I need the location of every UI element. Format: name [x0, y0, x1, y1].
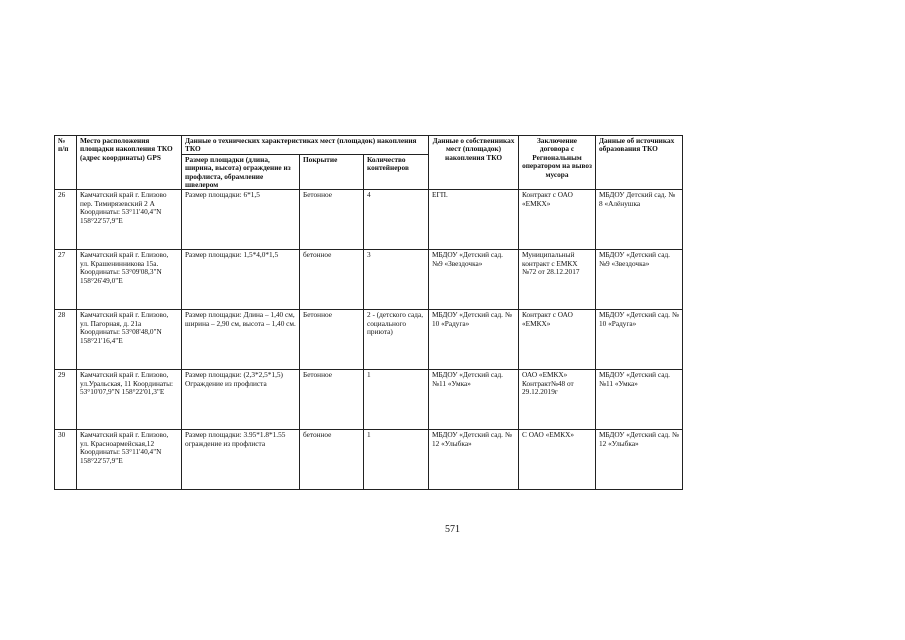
- cell-size: Размер площадки: Длина – 1,40 см, ширина – 2,90 см, высота – 1,40 см.: [182, 310, 300, 370]
- header-owners: Данные о собственниках мест (площадок) накопления ТКО: [429, 136, 519, 190]
- cell-contract: Муниципальный контракт с ЕМКХ №72 от 28.12.2017: [519, 250, 596, 310]
- header-row-top: [55, 136, 683, 155]
- header-tech-group: Данные о технических характеристиках мест (площадок) накопления ТКО: [182, 136, 429, 155]
- cell-source: МБДОУ «Детский сад. №11 «Умка»: [596, 370, 683, 430]
- cell-cover: Бетонное: [300, 310, 364, 370]
- cell-size: Размер площадки: 1,5*4,0*1,5: [182, 250, 300, 310]
- cell-num: 27: [55, 250, 77, 310]
- cell-cover: бетонное: [300, 430, 364, 490]
- header-contract: Заключение договора с Региональным оператором на вывоз мусора: [519, 136, 596, 190]
- cell-cover: Бетонное: [300, 370, 364, 430]
- cell-source: МБДОУ «Детский сад. № 12 «Улыбка»: [596, 430, 683, 490]
- table-row: [55, 370, 683, 430]
- cell-count: 2 - (детского сада, социального приюта): [364, 310, 429, 370]
- cell-owner: ЕГП.: [429, 190, 519, 250]
- cell-contract: Контракт с ОАО «ЕМКХ»: [519, 310, 596, 370]
- header-tech-size: Размер площадки (длина, ширина, высота) ограждение из профлиста, обрамление швелером: [182, 154, 300, 190]
- cell-num: 30: [55, 430, 77, 490]
- cell-count: 1: [364, 370, 429, 430]
- cell-num: 29: [55, 370, 77, 430]
- cell-count: 1: [364, 430, 429, 490]
- cell-owner: МБДОУ «Детский сад. № 10 «Радуга»: [429, 310, 519, 370]
- header-sources: Данные об источниках образования ТКО: [596, 136, 683, 190]
- cell-owner: МБДОУ «Детский сад. №9 «Звездочка»: [429, 250, 519, 310]
- table-row: [55, 250, 683, 310]
- cell-source: МБДОУ Детский сад. № 8 «Алёнушка: [596, 190, 683, 250]
- cell-location: Камчатский край г. Елизово, ул. Красноармейская,12 Координаты: 53°11'40,4"N 158°22'57,9"E: [77, 430, 182, 490]
- cell-num: 26: [55, 190, 77, 250]
- cell-count: 3: [364, 250, 429, 310]
- cell-source: МБДОУ «Детский сад. №9 «Звездочка»: [596, 250, 683, 310]
- cell-size: Размер площадки: 6*1,5: [182, 190, 300, 250]
- cell-contract: С ОАО «ЕМКХ»: [519, 430, 596, 490]
- table-row: [55, 430, 683, 490]
- cell-cover: бетонное: [300, 250, 364, 310]
- tko-sites-table: [54, 135, 683, 490]
- cell-location: Камчатский край г. Елизово, ул. Крашенинникова 15а. Координаты: 53°09'08,3"N 158°26'49,0"E: [77, 250, 182, 310]
- cell-size: Размер площадки: 3.95*1.8*1.55 ограждение из профлиста: [182, 430, 300, 490]
- header-tech-cover: Покрытие: [300, 154, 364, 190]
- cell-size: Размер площадки: (2,3*2,5*1,5) Ограждение из профлиста: [182, 370, 300, 430]
- cell-count: 4: [364, 190, 429, 250]
- cell-contract: Контракт с ОАО «ЕМКХ»: [519, 190, 596, 250]
- cell-num: 28: [55, 310, 77, 370]
- page-number: 571: [445, 524, 460, 535]
- cell-location: Камчатский край г. Елизово пер. Тимирязевский 2 А Координаты: 53°11'40,4"N 158°22'57,9"E: [77, 190, 182, 250]
- cell-location: Камчатский край г. Елизово, ул.Уральская, 11 Координаты: 53°10'07,9"N 158°22'01,3"E: [77, 370, 182, 430]
- table-row: [55, 190, 683, 250]
- header-tech-count: Количество контейнеров: [364, 154, 429, 190]
- header-num: № п/п: [55, 136, 77, 190]
- cell-cover: Бетонное: [300, 190, 364, 250]
- header-location: Место расположения площадки накопления ТКО (адрес координаты) GPS: [77, 136, 182, 190]
- cell-source: МБДОУ «Детский сад. № 10 «Радуга»: [596, 310, 683, 370]
- table-row: [55, 310, 683, 370]
- cell-contract: ОАО «ЕМКХ» Контракт№48 от 29.12.2019г: [519, 370, 596, 430]
- cell-owner: МБДОУ «Детский сад. № 12 «Улыбка»: [429, 430, 519, 490]
- cell-location: Камчатский край г. Елизово, ул. Пагорная, д. 21а Координаты: 53°08'48,0"N 158°21'16,4"E: [77, 310, 182, 370]
- cell-owner: МБДОУ «Детский сад. №11 «Умка»: [429, 370, 519, 430]
